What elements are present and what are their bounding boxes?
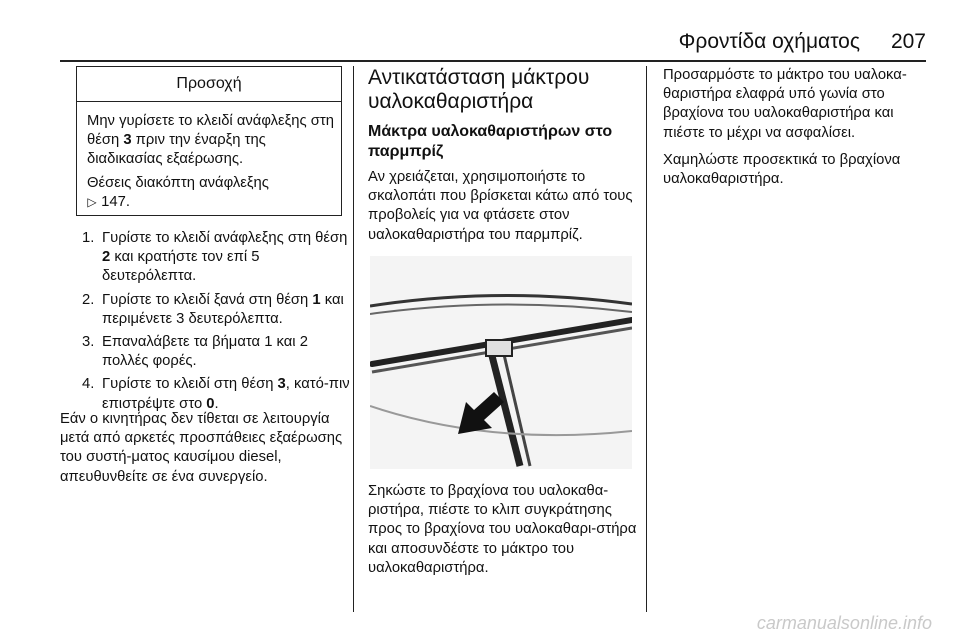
step-number: 4. [82,376,95,393]
column-divider-2 [646,66,647,612]
step-position: 3 [277,376,286,393]
diesel-note: Εάν ο κινητήρας δεν τίθεται σε λειτουργία μετά από αρκετές προσπάθειες εξαέρωσης του συστή-ματος καυσίμου diesel, απευθυνθείτε σε ένα συνεργείο. [60,411,343,485]
watermark: carmanualsonline.info [756,613,932,633]
section-title: Αντικατάσταση μάκτρου υαλοκαθαριστήρα [368,66,590,113]
step-text: και περιμένετε 3 δευτερόλεπτα. [102,291,344,327]
caution-text [87,112,341,170]
step-text: Γυρίστε το κλειδί στη θέση [102,376,278,393]
wiper-illustration [370,256,632,469]
header-divider [60,60,926,62]
step-number: 3. [82,334,95,351]
step-number: 2. [82,291,95,308]
reference-label: Θέσεις διακόπτη ανάφλεξης [87,174,269,191]
list-item [76,333,352,371]
step-position: 1 [312,291,321,308]
step-position: 0 [206,395,215,412]
list-item [76,291,352,329]
section-subtitle: Μάκτρα υαλοκαθαριστήρων στο παρμπρίζ [368,123,613,160]
caution-text-part: Μην γυρίσετε το κλειδί ανάφλεξης στη θέση [87,113,334,149]
caution-text-part: πριν την έναρξη της διαδικασίας εξαέρωσης. [87,132,266,168]
step-number: 1. [82,230,95,246]
page-number: 207 [890,30,926,53]
column-divider-1 [353,66,354,612]
caution-position: 3 [123,132,132,149]
step-text: Γυρίστε το κλειδί ξανά στη θέση [102,291,313,308]
install-blade-text: Προσαρμόστε το μάκτρο του υαλοκα-θαριστήρα ελαφρά υπό γωνία στο βραχίονα του υαλοκαθαριστήρα και πιέστε το μέχρι να ασφαλίσει. [663,67,907,141]
step-text: και κρατήστε τον επί 5 δευτερόλεπτα. [102,249,260,285]
page-title: Φροντίδα οχήματος [678,30,860,53]
list-item [76,375,352,413]
reference-page[interactable]: 147. [101,193,130,210]
caution-reference [87,174,341,212]
wiper-figure [370,256,632,469]
list-item [76,229,352,287]
caution-title: Προσοχή [77,67,341,102]
intro-text: Αν χρειάζεται, χρησιμοποιήστε το σκαλοπάτι που βρίσκεται κάτω από τους προβολείς για να φτάσετε στον υαλοκαθαριστήρα του παρμπρίζ. [368,169,633,243]
step-text: Επαναλάβετε τα βήματα 1 και 2 πολλές φορές. [102,334,308,370]
page-header [60,28,926,56]
caution-box [76,66,342,216]
remove-blade-text: Σηκώστε το βραχίονα του υαλοκαθα-ριστήρα, πιέστε το κλιπ συγκράτησης προς το βραχίονα του υαλοκαθαρι-στήρα και αποσυνδέστε το μάκτρο του υαλοκαθαριστήρα. [368,483,637,576]
cross-reference-icon: ▷ [87,194,97,209]
column-2 [368,66,634,245]
steps-list [76,229,352,418]
lower-arm-text: Χαμηλώστε προσεκτικά το βραχίονα υαλοκαθαριστήρα. [663,151,901,188]
step-text: , κατό-πιν επιστρέψτε στο [102,376,350,412]
step-text: Γυρίστε το κλειδί ανάφλεξης στη θέση [102,230,348,246]
column-3 [663,66,929,189]
step-text: . [214,395,219,412]
step-position: 2 [102,249,111,266]
caution-body [77,102,341,212]
